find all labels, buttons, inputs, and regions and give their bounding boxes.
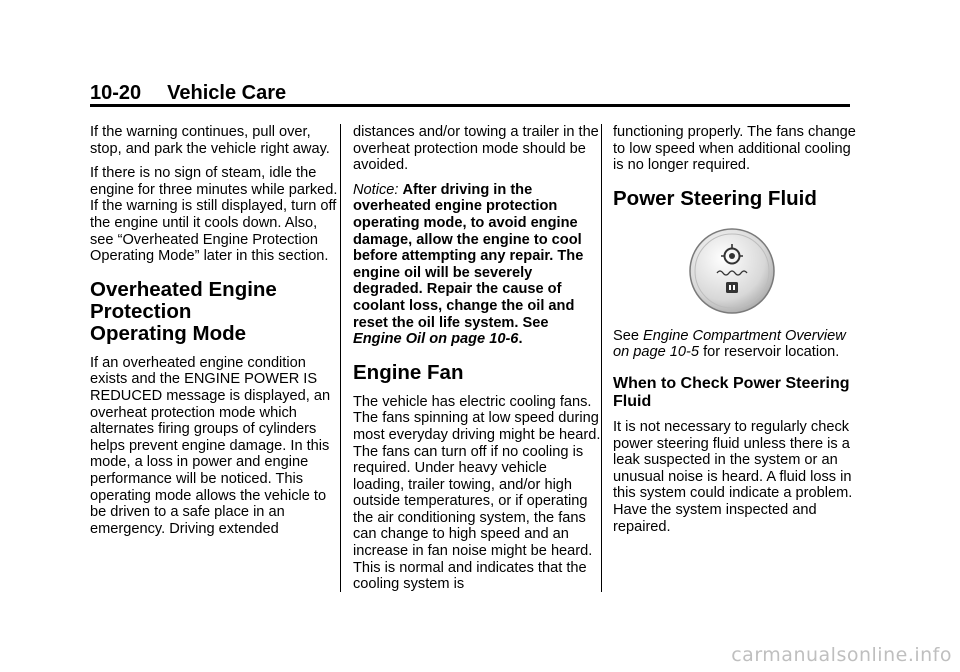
watermark: carmanualsonline.info <box>731 644 952 666</box>
notice-paragraph: Notice: After driving in the overheated engine protection operating mode, to avoid engine damage, allow the engine to cool before attempting any repair. The engine oil will be severely degraded. Repair the cause of coolant loss, change the oil and reset the oil life system. See Engine Oil on page 10-6. <box>353 181 584 348</box>
notice-label: Notice: <box>353 181 399 198</box>
section-heading-engine-fan: Engine Fan <box>353 360 464 384</box>
paragraph: If the warning continues, pull over, stop, and park the vehicle right away. <box>90 124 330 157</box>
section-heading-power-steering: Power Steering Fluid <box>613 186 817 210</box>
section-title: Vehicle Care <box>167 82 287 104</box>
page-number: 10-20 <box>90 82 142 104</box>
see-reference-paragraph: See Engine Compartment Overview on page 10-5 for reservoir location. <box>613 327 846 361</box>
column-1 <box>90 124 338 545</box>
paragraph: functioning properly. The fans change to low speed when additional cooling is no longer required. <box>613 124 856 174</box>
see-reference-link[interactable]: Engine Compartment Overview on page 10-5 <box>613 327 846 361</box>
page-header <box>90 82 286 104</box>
paragraph: It is not necessary to regularly check power steering fluid unless there is a leak suspected in the system or an unusual noise is heard. A fluid loss in this system could indicate a problem. Have the system inspected and repaired. <box>613 418 853 535</box>
column-divider-1 <box>340 124 341 592</box>
power-steering-fluid-cap-icon <box>687 226 777 316</box>
paragraph: The vehicle has electric cooling fans. The fans spinning at low speed during most everyday driving might be heard. The fans can turn off if no cooling is required. Under heavy vehicle loading, trailer towing, and/or high outside temperatures, or if operating the air conditioning system, the fans can change to high speed and an increase in fan noise might be heard. This is normal and indicates that the cooling system is <box>353 393 601 593</box>
header-rule <box>90 104 850 107</box>
paragraph: distances and/or towing a trailer in the overheat protection mode should be avoided. <box>353 124 599 174</box>
subheading-when-to-check: When to Check Power Steering Fluid <box>613 374 850 410</box>
column-divider-2 <box>601 124 602 592</box>
notice-reference-link[interactable]: Engine Oil on page 10-6 <box>353 331 519 348</box>
paragraph: If an overheated engine condition exists and the ENGINE POWER IS REDUCED message is displayed, an overheat protection mode which alternates firing groups of cylinders helps prevent engine damage. In this mode, a loss in power and engine performance will be noticed. This operating mode allows the vehicle to be driven to a safe place in an emergency. Driving extended <box>90 354 331 537</box>
column-2 <box>353 124 601 601</box>
section-heading-overheated-engine: Overheated Engine Protection Operating Mode <box>90 277 277 345</box>
paragraph: If there is no sign of steam, idle the engine for three minutes while parked. If the warning is still displayed, turn off the engine until it cools down. Also, see “Overheated Engine Protection Operating Mode” later in this section. <box>90 165 338 265</box>
column-3 <box>613 124 861 543</box>
notice-text: After driving in the overheated engine protection operating mode, to avoid engine damage, allow the engine to cool before attempting any repair. The engine oil will be severely degraded. Repair the cause of coolant loss, change the oil and reset the oil life system. See <box>353 181 584 331</box>
